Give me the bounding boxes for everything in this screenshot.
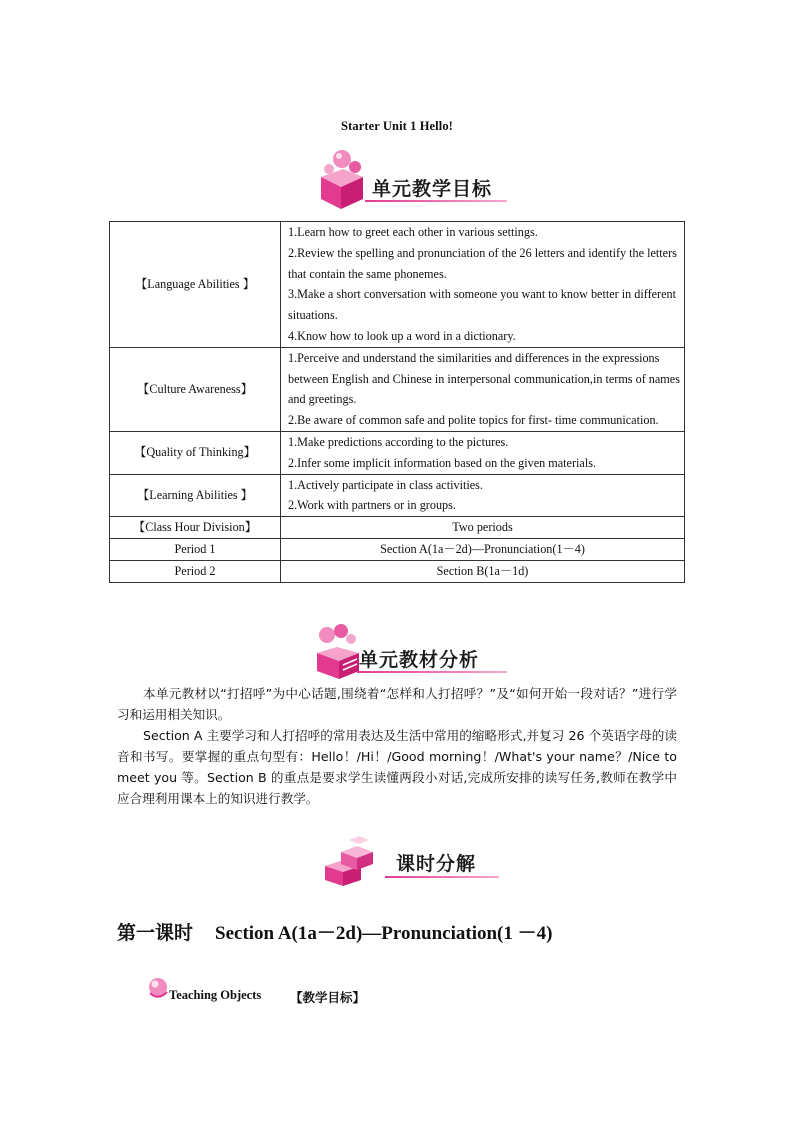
table-row bbox=[110, 431, 685, 474]
goal-line: 2.Work with partners or in groups. bbox=[288, 498, 456, 513]
division-value: Two periods bbox=[281, 517, 685, 539]
row-label: 【Quality of Thinking】 bbox=[110, 431, 281, 474]
analysis-banner bbox=[313, 621, 513, 671]
analysis-banner-text: 单元教材分析 bbox=[359, 649, 480, 671]
row-label: 【Language Abilities 】 bbox=[110, 222, 281, 348]
analysis-paragraph-1: 本单元教材以“打招呼”为中心话题,围绕着“怎样和人打招呼？”及“如何开始一段对话？”进行学习和运用相关知识。 bbox=[117, 686, 677, 722]
teaching-objects-label-cn: 【教学目标】 bbox=[290, 990, 366, 1005]
row-label: 【Culture Awareness】 bbox=[110, 347, 281, 431]
stacked-blocks-icon bbox=[323, 836, 383, 888]
goal-line: 1.Perceive and understand the similarities and differences in the expressions between English and Chinese in interpersonal communication,in terms of names and greetings. bbox=[288, 350, 680, 407]
table-row bbox=[110, 474, 685, 517]
row-content bbox=[281, 474, 685, 517]
unit-title: Starter Unit 1 Hello! bbox=[341, 119, 453, 133]
lesson-title bbox=[117, 918, 552, 945]
period1-value: Section A(1a－2d)—Pronunciation(1－4) bbox=[281, 538, 685, 560]
lesson-number: 第一课时 bbox=[117, 922, 194, 944]
goal-line: 4.Know how to look up a word in a dictionary. bbox=[288, 328, 516, 343]
division-banner-text: 课时分解 bbox=[396, 853, 477, 875]
goal-line: 2.Infer some implicit information based on the given materials. bbox=[288, 455, 596, 470]
row-content bbox=[281, 431, 685, 474]
banner-underline bbox=[357, 671, 507, 673]
lesson-section: Section A(1a－2d)—Pronunciation(1 －4) bbox=[215, 923, 553, 944]
period2-value: Section B(1a－1d) bbox=[281, 560, 685, 582]
teaching-goals-table bbox=[109, 221, 685, 583]
table-row bbox=[110, 222, 685, 348]
banner-underline bbox=[365, 200, 507, 202]
table-row bbox=[110, 560, 685, 582]
banner-underline bbox=[385, 876, 499, 878]
goals-banner bbox=[315, 147, 515, 200]
teaching-objects-label: Teaching Objects bbox=[169, 988, 262, 1002]
row-content bbox=[281, 347, 685, 431]
goal-line: 2.Be aware of common safe and polite topics for first- time communication. bbox=[288, 413, 659, 428]
goal-line: 1.Learn how to greet each other in various settings. bbox=[288, 225, 538, 239]
spheres-cube-icon bbox=[315, 147, 371, 211]
division-banner bbox=[323, 836, 503, 880]
goals-banner-text: 单元教学目标 bbox=[372, 178, 493, 200]
table-row bbox=[110, 517, 685, 539]
goal-line: 2.Review the spelling and pronunciation of the 26 letters and identify the letters that contain the same phonemes. bbox=[288, 245, 677, 281]
goal-line: 1.Actively participate in class activities. bbox=[288, 477, 483, 492]
analysis-paragraph-2: Section A 主要学习和人打招呼的常用表达及生活中常用的缩略形式,并复习 26 个英语字母的读音和书写。要掌握的重点句型有：Hello！/Hi！/Good morning！/What's your name？/Nice to meet you 等。Section B 的重点是要求学生读懂两段小对话,完成所安排的读写任务,教师在教学中应合理利用课本上的知识进行教学。 bbox=[117, 728, 677, 806]
row-label: 【Learning Abilities 】 bbox=[110, 474, 281, 517]
goal-line: 1.Make predictions according to the pictures. bbox=[288, 434, 509, 449]
table-row bbox=[110, 347, 685, 431]
table-row bbox=[110, 538, 685, 560]
period1-label: Period 1 bbox=[110, 538, 281, 560]
row-content bbox=[281, 222, 685, 348]
goal-line: 3.Make a short conversation with someone you want to know better in different situations. bbox=[288, 287, 676, 323]
pink-sphere-icon bbox=[147, 975, 171, 1001]
period2-label: Period 2 bbox=[110, 560, 281, 582]
division-label: 【Class Hour Division】 bbox=[110, 517, 281, 539]
